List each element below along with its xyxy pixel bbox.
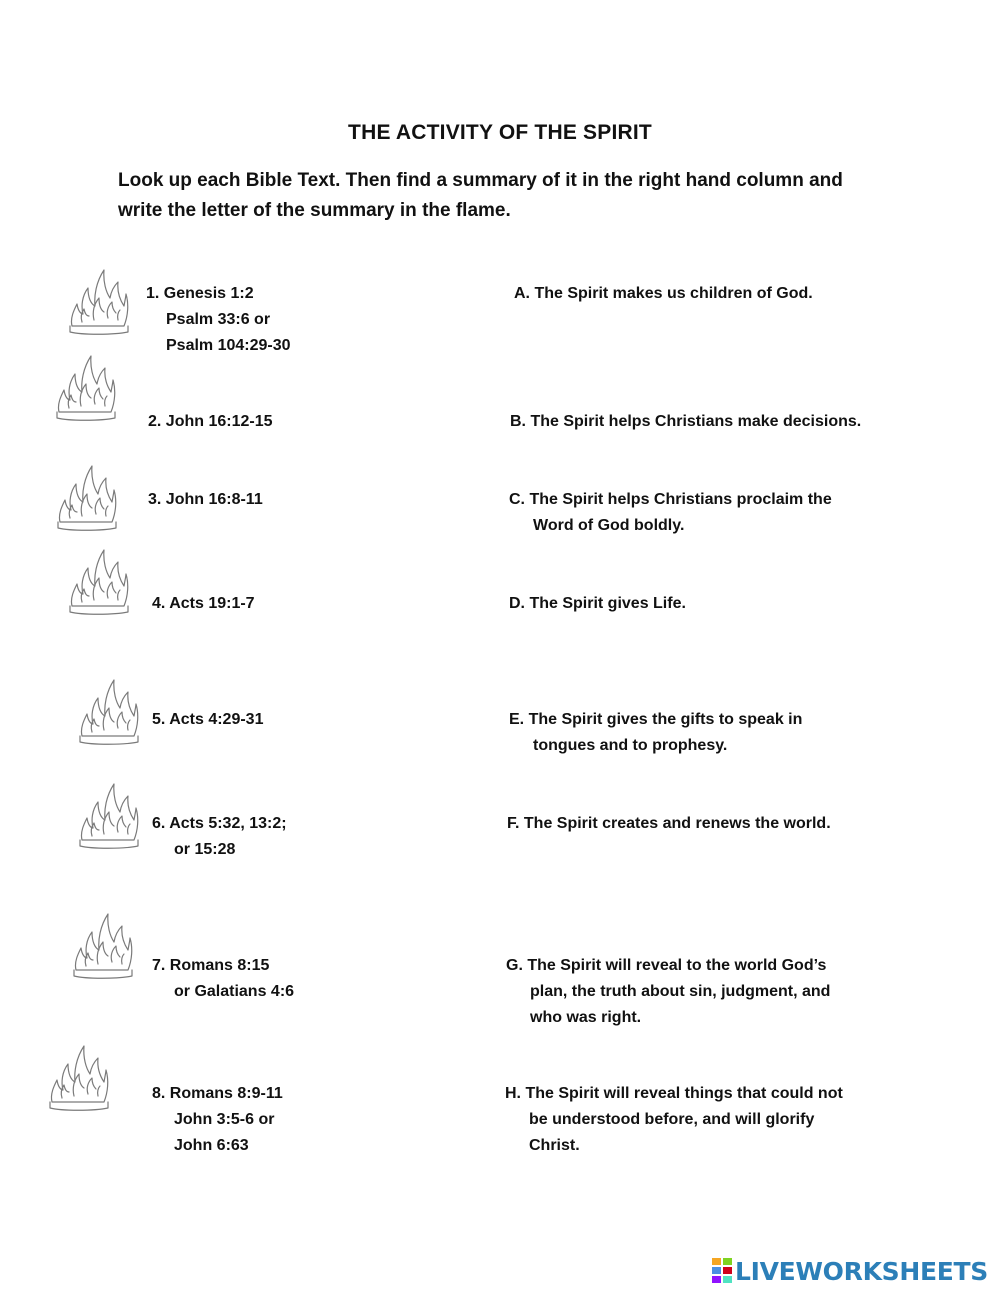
flame-answer-2[interactable]	[55, 342, 117, 424]
reference-3	[148, 487, 263, 513]
summary-line: H. The Spirit will reveal things that could not	[505, 1085, 843, 1102]
reference-7	[152, 953, 294, 1005]
flame-icon	[72, 900, 134, 982]
summary-line: G. The Spirit will reveal to the world God’s	[506, 957, 827, 974]
summary-line: Christ.	[529, 1137, 580, 1154]
flame-answer-1[interactable]	[68, 256, 130, 338]
summary-e	[509, 707, 802, 759]
reference-5	[152, 707, 263, 733]
instructions-line-2: write the letter of the summary in the flame.	[118, 200, 511, 221]
reference-8	[152, 1081, 283, 1159]
flame-icon	[55, 342, 117, 424]
reference-line: 4. Acts 19:1-7	[152, 595, 255, 612]
reference-4	[152, 591, 255, 617]
reference-line: 1. Genesis 1:2	[146, 285, 254, 302]
flame-answer-6[interactable]	[78, 770, 140, 852]
summary-b	[510, 409, 861, 435]
summary-line: E. The Spirit gives the gifts to speak in	[509, 711, 803, 728]
summary-line: be understood before, and will glorify	[529, 1111, 815, 1128]
logo-text: LIVEWORKSHEETS	[734, 1256, 988, 1286]
reference-2	[148, 409, 273, 435]
reference-line: 8. Romans 8:9-11	[152, 1085, 283, 1102]
summary-line: F. The Spirit creates and renews the world.	[507, 815, 831, 832]
reference-line: 2. John 16:12-15	[148, 413, 273, 430]
flame-icon	[78, 666, 140, 748]
summary-c	[509, 487, 832, 539]
reference-line: John 6:63	[174, 1137, 249, 1154]
page-title: THE ACTIVITY OF THE SPIRIT	[348, 121, 652, 144]
flame-answer-4[interactable]	[68, 536, 130, 618]
reference-line: or Galatians 4:6	[174, 983, 295, 1000]
instructions-line-1: Look up each Bible Text. Then find a summary of it in the right hand column and	[118, 170, 843, 191]
summary-line: plan, the truth about sin, judgment, and	[530, 983, 831, 1000]
flame-icon	[78, 770, 140, 852]
summary-line: B. The Spirit helps Christians make decisions.	[510, 413, 862, 430]
flame-answer-8[interactable]	[48, 1032, 110, 1114]
summary-line: D. The Spirit gives Life.	[509, 595, 686, 612]
flame-answer-3[interactable]	[56, 452, 118, 534]
summary-d	[509, 591, 686, 617]
reference-line: Psalm 33:6 or	[166, 311, 271, 328]
reference-line: 3. John 16:8-11	[148, 491, 263, 508]
summary-a	[514, 281, 813, 307]
reference-line: John 3:5-6 or	[174, 1111, 275, 1128]
summary-f	[507, 811, 831, 837]
reference-1	[146, 281, 291, 359]
reference-line: or 15:28	[174, 841, 236, 858]
flame-answer-5[interactable]	[78, 666, 140, 748]
summary-h	[505, 1081, 843, 1159]
flame-icon	[56, 452, 118, 534]
summary-g	[506, 953, 830, 1031]
reference-line: Psalm 104:29-30	[166, 337, 291, 354]
liveworksheets-logo	[712, 1255, 988, 1287]
reference-line: 7. Romans 8:15	[152, 957, 270, 974]
reference-line: 6. Acts 5:32, 13:2;	[152, 815, 287, 832]
flame-answer-7[interactable]	[72, 900, 134, 982]
summary-line: tongues and to prophesy.	[533, 737, 728, 754]
summary-line: C. The Spirit helps Christians proclaim the	[509, 491, 832, 508]
reference-line: 5. Acts 4:29-31	[152, 711, 264, 728]
summary-line: who was right.	[530, 1009, 642, 1026]
instructions	[118, 166, 898, 226]
flame-icon	[48, 1032, 110, 1114]
flame-icon	[68, 536, 130, 618]
logo-badge-icon	[712, 1258, 732, 1284]
reference-6	[152, 811, 287, 863]
flame-icon	[68, 256, 130, 338]
summary-line: A. The Spirit makes us children of God.	[514, 285, 813, 302]
summary-line: Word of God boldly.	[533, 517, 685, 534]
